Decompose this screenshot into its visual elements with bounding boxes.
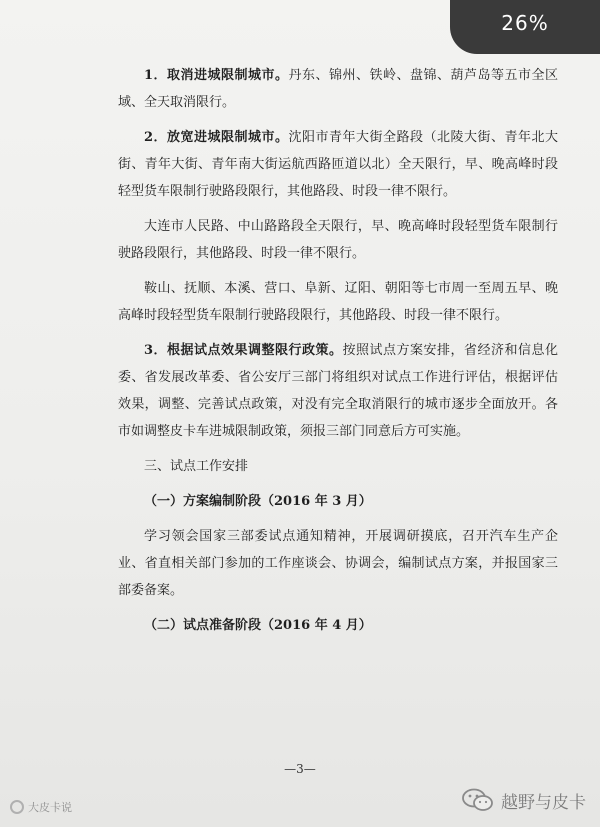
watermark-left-text: 大皮卡说 xyxy=(28,801,72,814)
zoom-badge: 26% xyxy=(450,0,600,54)
paragraph-5-body: 按照试点方案安排，省经济和信息化委、省发展改革委、省公安厅三部门将组织对试点工作进行评估，根据评估效果，调整、完善试点政策，对没有完全取消限行的城市逐步全面放开。各市如调整皮卡车进城限制政策，须报三部门同意后方可实施。 xyxy=(118,343,558,439)
watermark-logo-icon xyxy=(10,800,24,814)
paragraph-2-lead: 2．放宽进城限制城市。 xyxy=(144,130,289,145)
paragraph-1-body: 丹东、锦州、铁岭、盘锦、葫芦岛等五市全区域、全天取消限行。 xyxy=(118,68,558,110)
stage-1-title: （一）方案编制阶段（2016 年 3 月） xyxy=(144,494,372,509)
watermark-right-text: 越野与皮卡 xyxy=(501,792,586,813)
paragraph-1-lead: 1．取消进城限制城市。 xyxy=(144,68,289,83)
paragraph-2 xyxy=(118,124,558,205)
paragraph-3: 大连市人民路、中山路路段全天限行，早、晚高峰时段轻型货车限制行驶路段限行，其他路段、时段一律不限行。 xyxy=(118,219,558,261)
watermark-left xyxy=(10,799,72,815)
paragraph-5-lead: 3．根据试点效果调整限行政策。 xyxy=(144,343,343,358)
paragraph-5 xyxy=(118,337,558,445)
paragraph-2-body: 沈阳市青年大街全路段（北陵大街、青年北大街、青年大街、青年南大街运航西路匝道以北）全天限行，早、晚高峰时段轻型货车限制行驶路段限行，其他路段、时段一律不限行。 xyxy=(118,130,558,199)
document-body xyxy=(118,62,558,639)
paragraph-4: 鞍山、抚顺、本溪、营口、阜新、辽阳、朝阳等七市周一至周五早、晚高峰时段轻型货车限制行驶路段限行，其他路段、时段一律不限行。 xyxy=(118,281,558,323)
wechat-icon xyxy=(461,787,495,813)
stage-1-body: 学习领会国家三部委试点通知精神，开展调研摸底，召开汽车生产企业、省直相关部门参加的工作座谈会、协调会，编制试点方案，并报国家三部委备案。 xyxy=(118,529,558,598)
stage-2-title: （二）试点准备阶段（2016 年 4 月） xyxy=(144,618,372,633)
section-heading: 三、试点工作安排 xyxy=(144,459,249,474)
paragraph-1 xyxy=(118,62,558,116)
watermark-right xyxy=(461,787,586,813)
page-number: —3— xyxy=(284,762,316,776)
